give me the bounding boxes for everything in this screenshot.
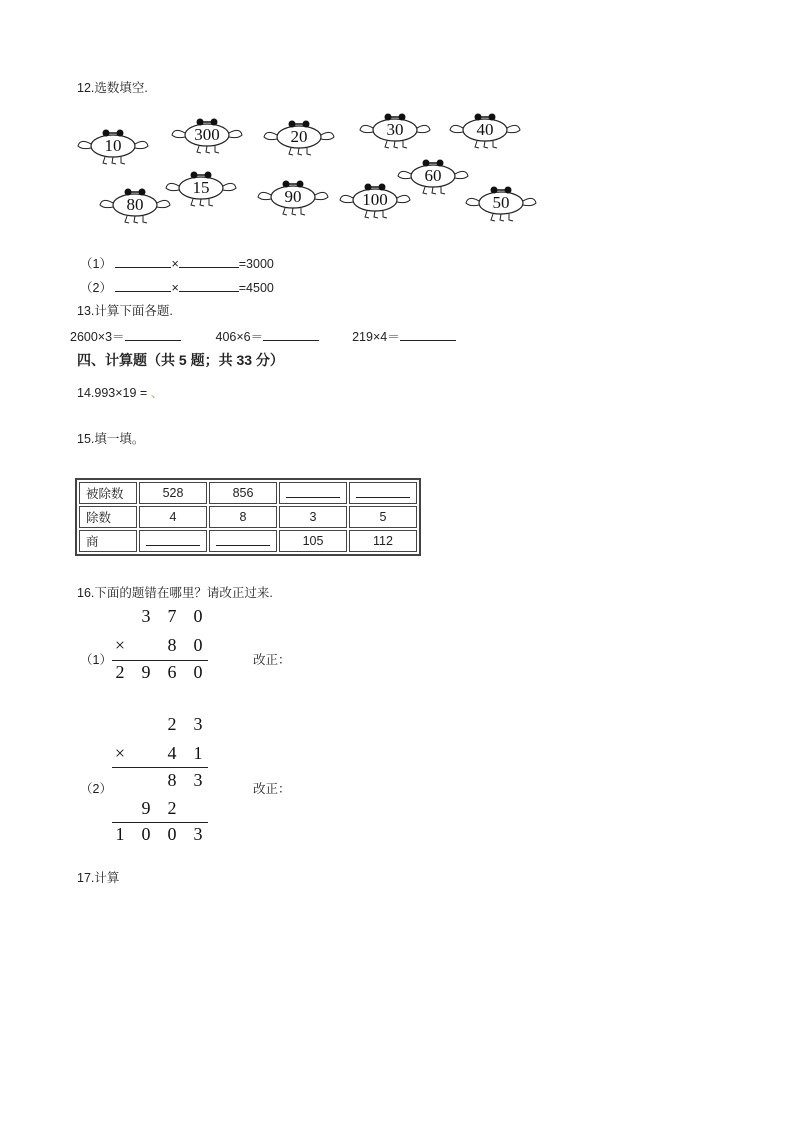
table-cell: 105 <box>279 530 347 552</box>
times-sign: × <box>171 281 179 295</box>
digit: 6 <box>167 662 177 682</box>
bug-number: 300 <box>194 125 220 144</box>
times-sign: × <box>171 257 179 271</box>
answer-blank[interactable] <box>400 328 456 341</box>
digit: 8 <box>167 635 177 655</box>
line-result: =3000 <box>238 257 274 271</box>
table-cell: 8 <box>209 506 277 528</box>
digit: 0 <box>193 662 203 682</box>
bug-figure <box>172 115 242 155</box>
bug-number: 50 <box>492 193 510 212</box>
answer-cell[interactable] <box>279 482 347 504</box>
product <box>110 824 210 848</box>
digit: 3 <box>193 824 203 844</box>
bug-figure <box>264 117 334 157</box>
bug-number: 80 <box>126 195 144 214</box>
times-sign: × <box>114 635 126 655</box>
vertical-multiplication-1 <box>110 606 210 686</box>
digit: 8 <box>167 770 177 790</box>
underline <box>112 767 208 768</box>
underline <box>112 660 208 661</box>
q14-line <box>77 385 163 401</box>
bug-number: 60 <box>424 166 442 185</box>
answer-blank[interactable] <box>263 328 319 341</box>
table-cell: 528 <box>139 482 207 504</box>
row-header: 除数 <box>79 506 137 528</box>
table-cell: 3 <box>279 506 347 528</box>
q14-text: 14.993×19 = <box>77 386 151 400</box>
table-cell: 4 <box>139 506 207 528</box>
answer-cell[interactable] <box>209 530 277 552</box>
digit: 2 <box>115 662 125 682</box>
answer-blank[interactable] <box>286 485 340 498</box>
problem-label: （1） <box>80 653 112 667</box>
partial-product-2 <box>110 798 210 822</box>
q17-title: 17.计算 <box>77 871 120 885</box>
multiplier <box>110 743 210 767</box>
q12-title: 12.选数填空. <box>77 81 148 95</box>
line-result: =4500 <box>238 281 274 295</box>
digit: 0 <box>193 606 203 626</box>
bug-number: 10 <box>104 136 122 155</box>
table-cell: 112 <box>349 530 417 552</box>
times-sign: × <box>114 743 126 763</box>
answer-blank[interactable] <box>115 279 171 292</box>
digit: 3 <box>141 606 151 626</box>
q13-title: 13.计算下面各题. <box>77 304 173 318</box>
q12-line-2 <box>80 279 274 296</box>
partial-product-1 <box>110 770 210 794</box>
bug-figure <box>450 110 520 150</box>
line-prefix: （1） <box>80 257 112 271</box>
answer-blank[interactable] <box>216 533 270 546</box>
row-header: 被除数 <box>79 482 137 504</box>
q12-line-1 <box>80 255 274 272</box>
answer-blank[interactable] <box>125 328 181 341</box>
section-title: 四、计算题（共 5 题；共 33 分） <box>77 352 284 368</box>
table-row <box>79 482 417 504</box>
bug-number: 100 <box>362 190 388 209</box>
bug-number: 30 <box>386 120 404 139</box>
digit: 3 <box>193 770 203 790</box>
bug-number: 40 <box>476 120 494 139</box>
answer-blank[interactable] <box>115 255 171 268</box>
table-row <box>79 506 417 528</box>
line-prefix: （2） <box>80 281 112 295</box>
correction-label: 改正： <box>253 653 291 667</box>
bug-figure <box>258 177 328 217</box>
digit: 0 <box>167 824 177 844</box>
q16-title: 16.下面的题错在哪里？请改正过来. <box>77 586 273 600</box>
table-row <box>79 530 417 552</box>
bug-number: 20 <box>290 127 308 146</box>
problem-label: （2） <box>80 782 112 796</box>
digit: 0 <box>193 635 203 655</box>
digit: 9 <box>141 798 151 818</box>
table-cell: 856 <box>209 482 277 504</box>
bug-figure <box>466 183 536 223</box>
digit: 9 <box>141 662 151 682</box>
correction-label: 改正： <box>253 782 291 796</box>
bug-figure <box>398 156 468 196</box>
answer-cell[interactable] <box>139 530 207 552</box>
answer-cell[interactable] <box>349 482 417 504</box>
bug-number: 90 <box>284 187 302 206</box>
digit: 1 <box>115 824 125 844</box>
answer-blank[interactable] <box>179 255 239 268</box>
bug-figure <box>166 168 236 208</box>
digit: 3 <box>193 714 203 734</box>
underline <box>112 822 208 823</box>
q15-title: 15.填一填。 <box>77 432 145 446</box>
product <box>110 662 210 686</box>
division-table <box>75 478 421 556</box>
top-number <box>110 606 210 630</box>
answer-blank[interactable] <box>179 279 239 292</box>
digit: 2 <box>167 714 177 734</box>
vertical-multiplication-2 <box>110 714 210 854</box>
bug-figure <box>100 185 170 225</box>
bug-figure <box>360 110 430 150</box>
bug-figure <box>78 126 148 166</box>
table-cell: 5 <box>349 506 417 528</box>
expression: 2600×3＝ <box>70 330 125 344</box>
multiplier <box>110 635 210 659</box>
digit: 4 <box>167 743 177 763</box>
q14-mark: 、 <box>150 386 164 400</box>
expression: 406×6＝ <box>215 330 264 344</box>
answer-blank[interactable] <box>356 485 410 498</box>
digit: 2 <box>167 798 177 818</box>
answer-blank[interactable] <box>146 533 200 546</box>
bug-number: 15 <box>192 178 210 197</box>
row-header: 商 <box>79 530 137 552</box>
top-number <box>110 714 210 738</box>
expression: 219×4＝ <box>352 330 400 344</box>
digit: 1 <box>193 743 203 763</box>
digit: 7 <box>167 606 177 626</box>
q13-expressions <box>70 328 456 345</box>
digit: 0 <box>141 824 151 844</box>
